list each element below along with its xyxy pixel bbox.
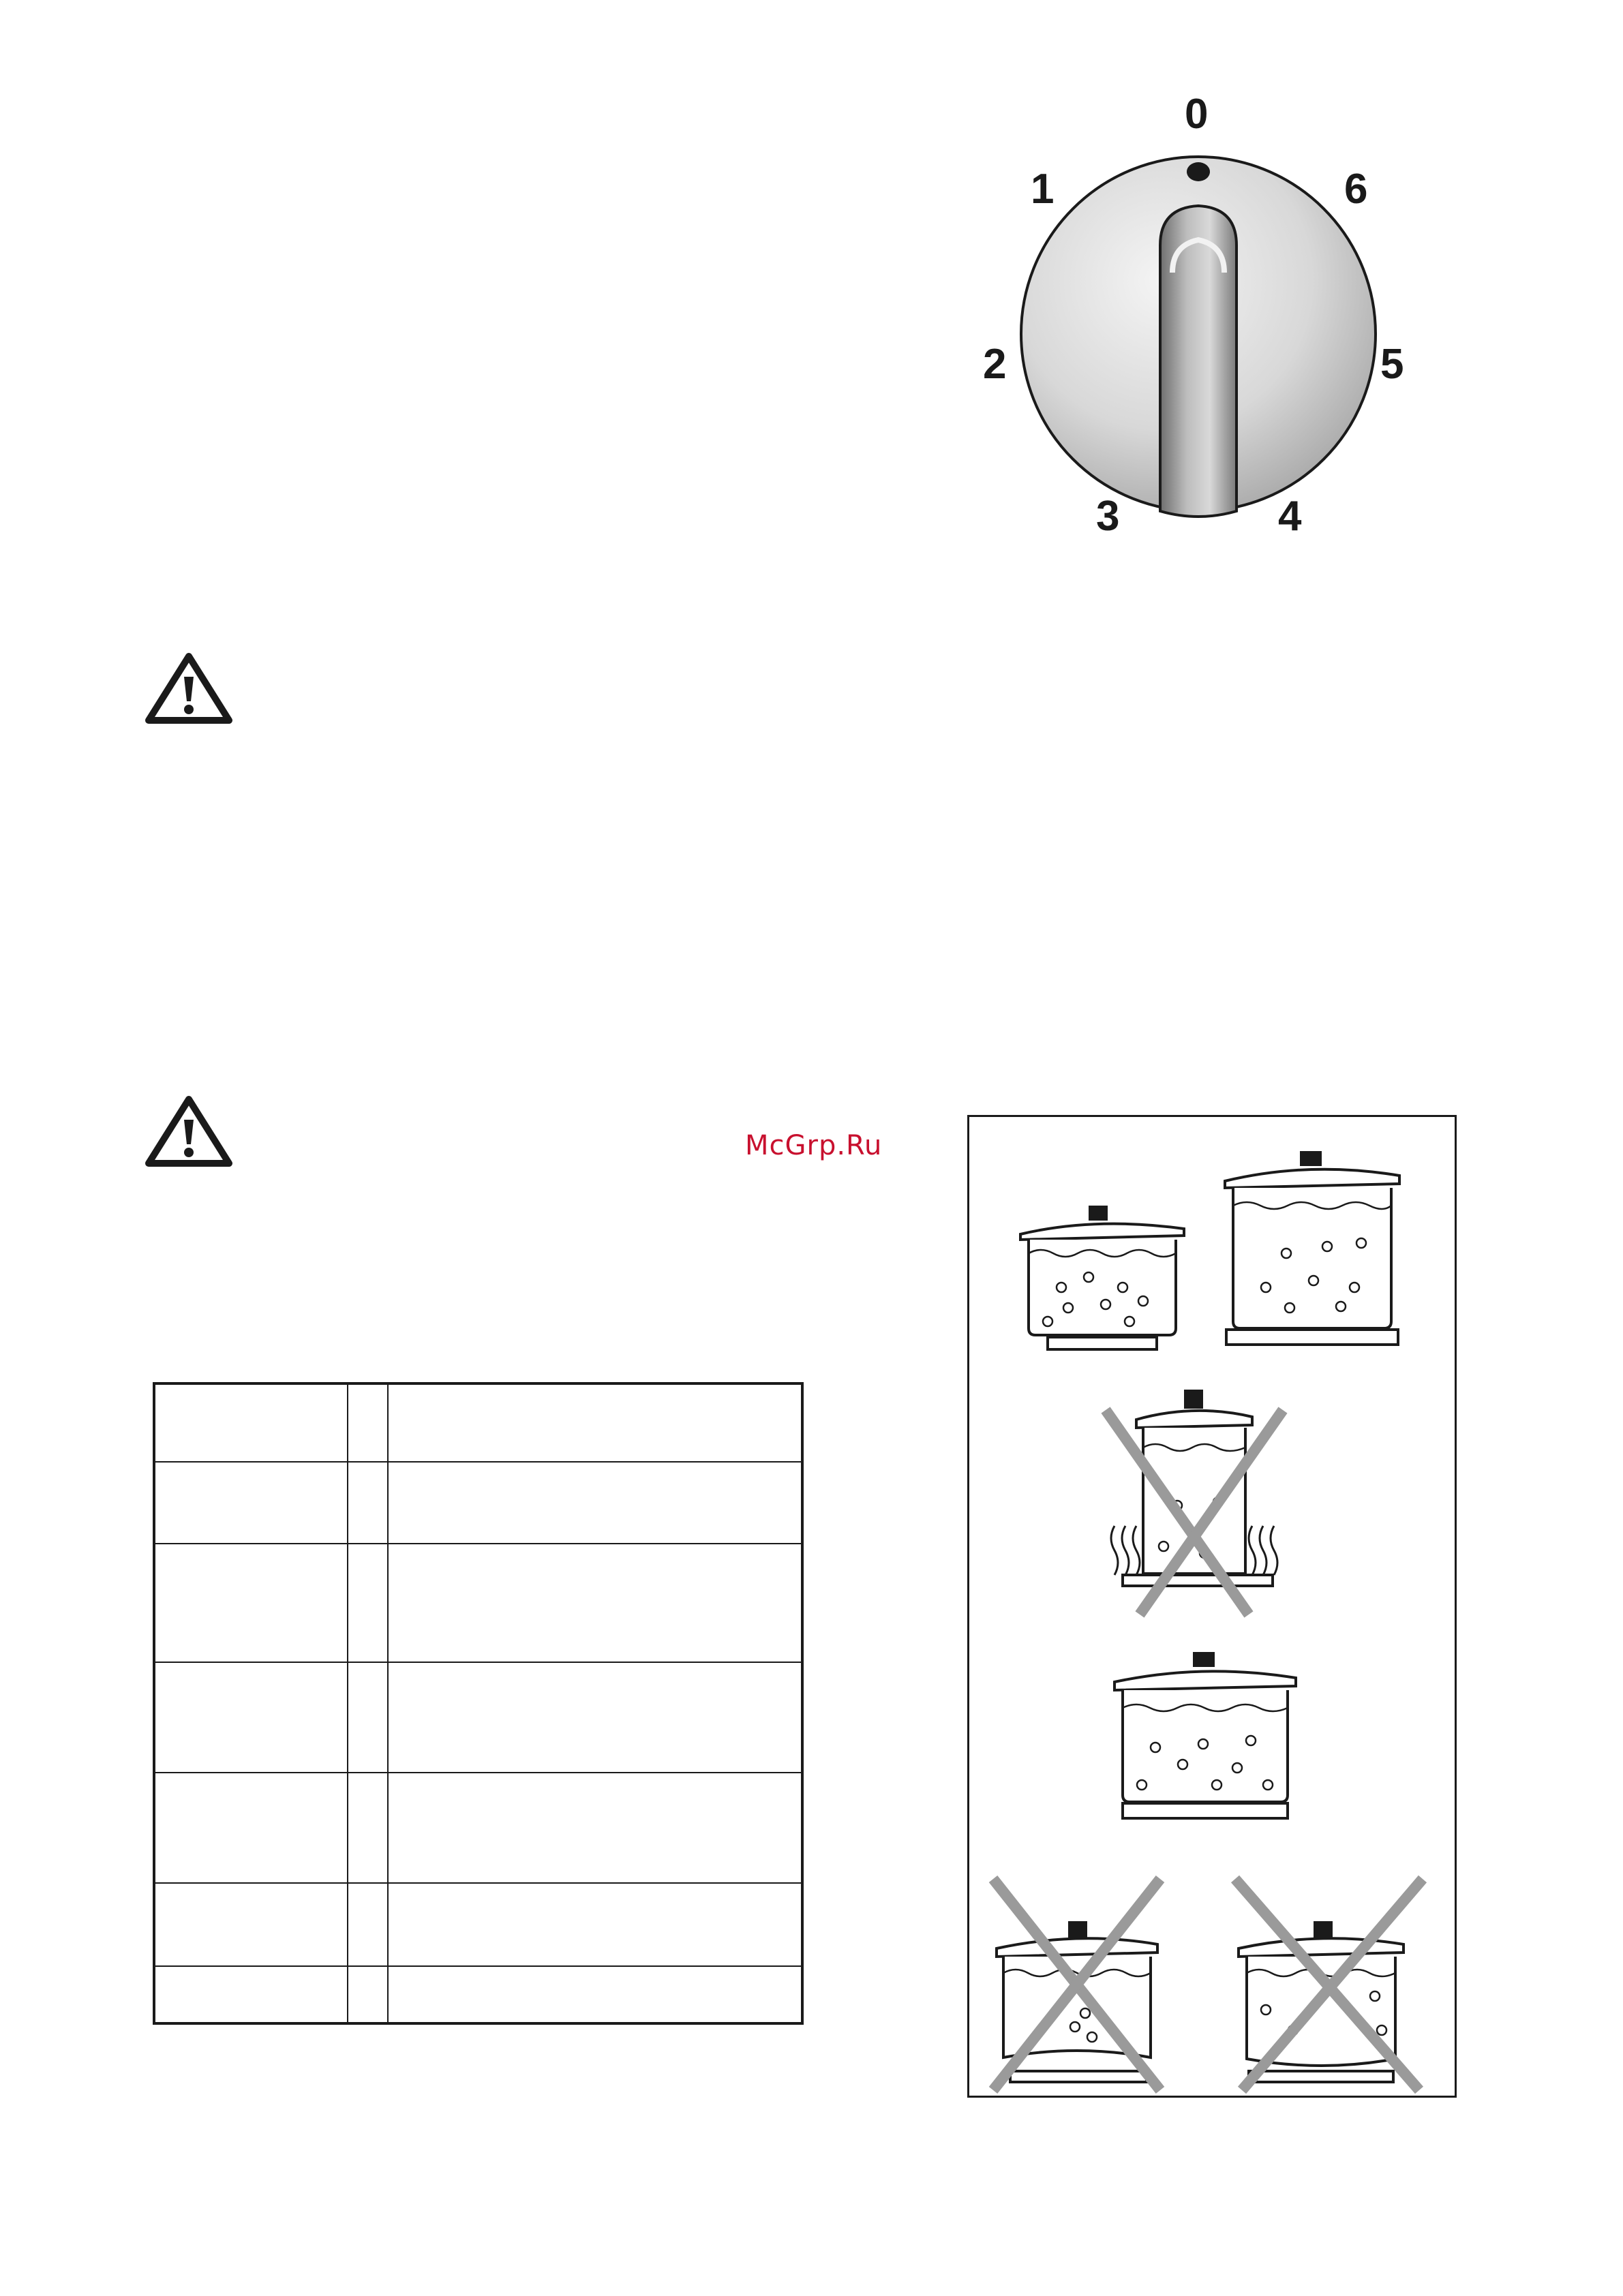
knob-position-2: 2 (983, 341, 1007, 388)
pan-concave-base-icon (1235, 1879, 1423, 2090)
cookware-panel (967, 1115, 1457, 2098)
knob-position-0: 0 (1185, 91, 1209, 138)
pan-smaller-than-zone-icon (1106, 1390, 1283, 1614)
knob-position-6: 6 (1344, 166, 1368, 213)
table-row-divider (155, 1772, 801, 1773)
table-row-divider (155, 1662, 801, 1663)
table-column-divider (387, 1385, 389, 2022)
knob-position-4: 4 (1278, 493, 1302, 532)
settings-table (153, 1382, 804, 2025)
knob-position-5: 5 (1380, 341, 1404, 388)
table-column-divider (347, 1385, 348, 2022)
warning-triangle-icon (145, 651, 233, 726)
small-pan-correct-icon (1020, 1206, 1184, 1349)
table-row-divider (155, 1965, 801, 1967)
pan-matching-zone-icon (1114, 1652, 1296, 1818)
table-row-divider (155, 1461, 801, 1463)
knob-handle[interactable] (1160, 206, 1237, 517)
knob-off-marker (1187, 162, 1210, 181)
warning-triangle-icon (145, 1094, 233, 1169)
pan-convex-base-icon (993, 1879, 1160, 2090)
table-row-divider (155, 1882, 801, 1884)
control-knob-illustration (968, 82, 1445, 532)
table-row-divider (155, 1543, 801, 1544)
watermark-text: McGrp.Ru (745, 1130, 883, 1161)
knob-position-1: 1 (1031, 166, 1055, 213)
large-pan-correct-icon (1225, 1151, 1399, 1345)
knob-position-3: 3 (1096, 493, 1120, 532)
cookware-illustrations (969, 1117, 1455, 2096)
